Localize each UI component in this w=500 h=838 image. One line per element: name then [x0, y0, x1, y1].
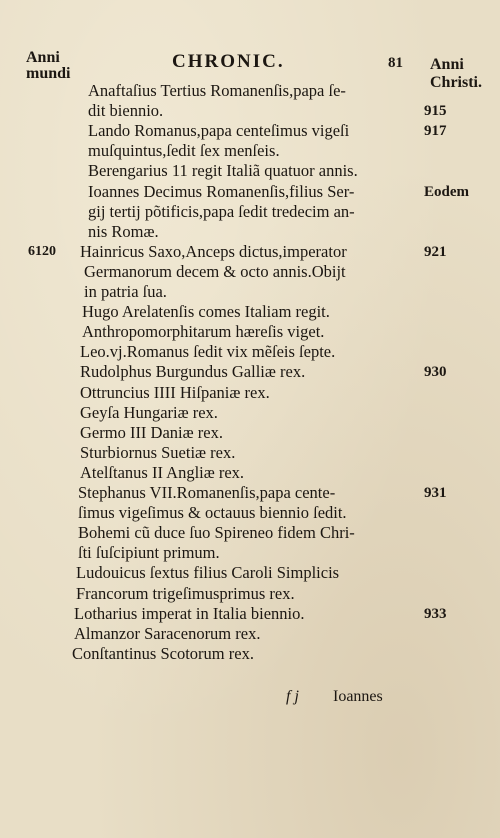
chronicle-line: [0, 403, 500, 423]
chronicle-line-text: Ioannes Decimus Romanenſis,filius Ser-: [88, 181, 355, 201]
running-title: CHRONIC.: [172, 51, 285, 72]
chronicle-line-text: Ludouicus ſextus filius Caroli Simplicis: [76, 563, 340, 583]
chronicle-line: [0, 121, 500, 141]
chronicle-line: [0, 483, 500, 503]
chronicle-line: [0, 604, 500, 624]
chronicle-line: [0, 161, 500, 181]
chronicle-line: [0, 563, 500, 583]
chronicle-line-text: Atelſtanus II Angliæ rex.: [80, 462, 245, 482]
chronicle-line-text: Geyſa Hungariæ rex.: [80, 402, 218, 422]
chronicle-line-text: Berengarius 11 regit Italiã quatuor annis.: [88, 161, 358, 181]
chronicle-line-text: Germo III Daniæ rex.: [80, 422, 223, 442]
year-christi: 915: [424, 103, 447, 120]
chronicle-line-text: Hugo Arelatenſis comes Italiam regit.: [82, 302, 330, 322]
chronicle-line-text: Lotharius imperat in Italia biennio.: [74, 603, 305, 623]
header-anni-right-label: Anni: [430, 56, 464, 73]
chronicle-line-text: Rudolphus Burgundus Galliæ rex.: [80, 362, 306, 382]
chronicle-line: [0, 282, 500, 302]
header-anni-mundi: [26, 50, 70, 82]
chronicle-line: [0, 322, 500, 342]
header-christi-label: Christi.: [430, 74, 482, 91]
chronicle-line-text: dit biennio.: [88, 101, 164, 121]
chronicle-line: [0, 543, 500, 563]
chronicle-line-text: Stephanus VII.Romanenſis,papa cente-: [78, 483, 336, 502]
chronicle-line-text: Lando Romanus,papa centeſimus vigeſi: [88, 121, 350, 141]
chronicle-line: [0, 644, 500, 664]
signature-mark: f j: [286, 688, 299, 705]
chronicle-line: [0, 242, 500, 262]
year-christi: 917: [424, 123, 447, 140]
year-christi: Eodem: [424, 183, 469, 200]
year-mundi: 6120: [28, 243, 56, 259]
chronicle-line: [0, 383, 500, 403]
chronicle-line: [0, 141, 500, 161]
chronicle-line: [0, 584, 500, 604]
chronicle-line-text: ſimus vigeſimus & octauus biennio ſedit.: [78, 503, 347, 523]
chronicle-line: [0, 503, 500, 523]
chronicle-line-text: Conſtantinus Scotorum rex.: [72, 643, 254, 663]
chronicle-line-text: gij tertij põtificis,papa ſedit tredecim an-: [88, 201, 355, 221]
header-mundi-label: mundi: [26, 65, 71, 82]
chronicle-line: [0, 423, 500, 443]
header-anni-label: Anni: [26, 49, 60, 66]
chronicle-line: [0, 302, 500, 322]
year-christi: 933: [424, 605, 447, 622]
year-christi: 931: [424, 485, 447, 501]
chronicle-line: [0, 523, 500, 543]
folio-number: 81: [388, 55, 403, 71]
chronicle-line-text: ſti ſuſcipiunt primum.: [78, 543, 220, 563]
chronicle-line: [0, 342, 500, 362]
chronicle-line-text: in patria ſua.: [84, 282, 167, 301]
chronicle-line: [0, 81, 500, 101]
chronicle-line-text: Francorum trigeſimusprimus rex.: [76, 583, 295, 603]
catchword: Ioannes: [333, 688, 383, 705]
chronicle-line: [0, 443, 500, 463]
chronicle-line: [0, 463, 500, 483]
chronicle-line: [0, 262, 500, 282]
chronicle-line-text: Hainricus Saxo,Anceps dictus,imperator: [80, 241, 347, 261]
chronicle-line: [0, 182, 500, 202]
chronicle-line-text: Ottruncius IIII Hiſpaniæ rex.: [80, 382, 270, 402]
chronicle-line-text: Anthropomorphitarum hæreſis viget.: [82, 322, 325, 342]
chronicle-line: [0, 362, 500, 382]
year-christi: 930: [424, 364, 447, 381]
chronicle-line-text: Sturbiornus Suetiæ rex.: [80, 442, 236, 462]
chronicle-line: [0, 624, 500, 644]
chronicle-line-text: Anaftaſius Tertius Romanenſis,papa ſe-: [88, 81, 346, 100]
chronicle-line-text: Almanzor Saracenorum rex.: [74, 623, 261, 643]
chronicle-line: [0, 202, 500, 222]
chronicle-line: [0, 101, 500, 121]
chronicle-line-text: Bohemi cũ duce ſuo Spireneo fidem Chri-: [78, 523, 355, 543]
chronicle-line-text: Germanorum decem & octo annis.Obijt: [84, 261, 346, 281]
chronicle-line-text: Leo.vj.Romanus ſedit vix mẽſeis ſepte.: [80, 342, 336, 362]
year-christi: 921: [424, 243, 447, 260]
chronicle-line-text: muſquintus,ſedit ſex menſeis.: [88, 141, 280, 161]
chronicle-line: [0, 222, 500, 242]
chronicle-line-text: nis Romæ.: [88, 221, 159, 241]
